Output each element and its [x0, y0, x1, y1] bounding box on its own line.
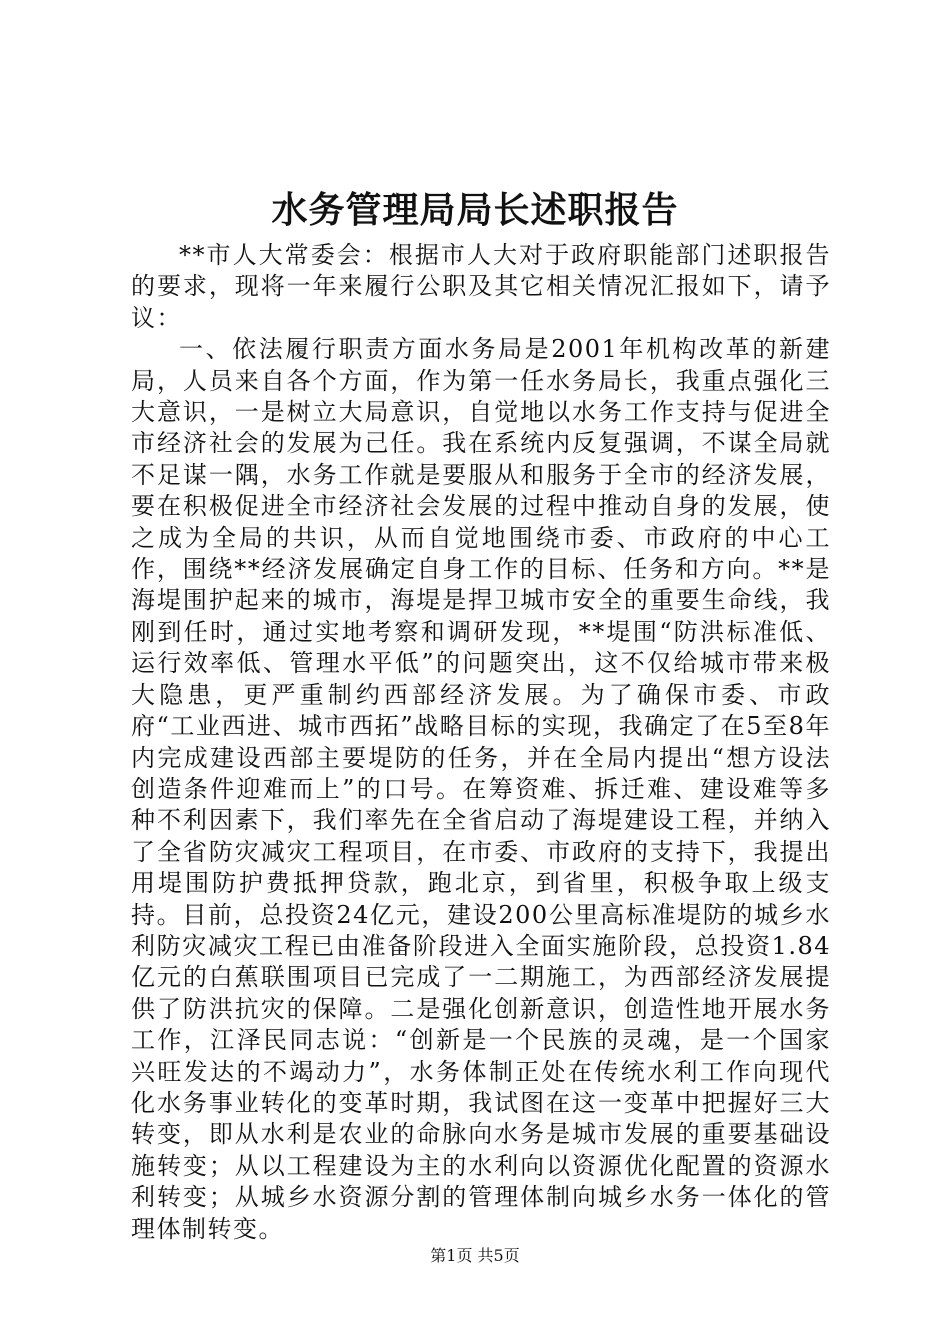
- page-number-footer: 第1页 共5页: [430, 1246, 520, 1265]
- document-body: [131, 240, 831, 1245]
- paragraph-salutation: **市人大常委会：根据市人大对于政府职能部门述职报告的要求，现将一年来履行公职及其它相关情况汇报如下，请予议：: [131, 241, 831, 332]
- document-title: 水务管理局局长述职报告: [271, 189, 679, 231]
- paragraph-duties: 一、依法履行职责方面水务局是2001年机构改革的新建局，人员来自各个方面，作为第一任水务局长，我重点强化三大意识，一是树立大局意识，自觉地以水务工作支持与促进全市经济社会的发展为己任。我在系统内反复强调，不谋全局就不足谋一隅，水务工作就是要服从和服务于全市的经济发展，要在积极促进全市经济社会发展的过程中推动自身的发展，使之成为全局的共识，从而自觉地围绕市委、市政府的中心工作，围绕**经济发展确定自身工作的目标、任务和方向。**是海堤围护起来的城市，海堤是捍卫城市安全的重要生命线，我刚到任时，通过实地考察和调研发现，**堤围“防洪标准低、运行效率低、管理水平低”的问题突出，这不仅给城市带来极大隐患，更严重制约西部经济发展。为了确保市委、市政府“工业西进、城市西拓”战略目标的实现，我确定了在5至8年内完成建设西部主要堤防的任务，并在全局内提出“想方设法创造条件迎难而上”的口号。在筹资难、拆迁难、建设难等多种不利因素下，我们率先在全省启动了海堤建设工程，并纳入了全省防灾减灾工程项目，在市委、市政府的支持下，我提出用堤围防护费抵押贷款，跑北京，到省里，积极争取上级支持。目前，总投资24亿元，建设200公里高标准堤防的城乡水利防灾减灾工程已由准备阶段进入全面实施阶段，总投资1.84亿元的白蕉联围项目已完成了一二期施工，为西部经济发展提供了防洪抗灾的保障。二是强化创新意识，创造性地开展水务工作，江泽民同志说：“创新是一个民族的灵魂，是一个国家兴旺发达的不竭动力”，水务体制正处在传统水利工作向现代化水务事业转化的变革时期，我试图在这一变革中把握好三大转变，即从水利是农业的命脉向水务是城市发展的重要基础设施转变；从以工程建设为主的水利向以资源优化配置的资源水利转变；从城乡水资源分割的管理体制向城乡水务一体化的管理体制转变。: [131, 335, 831, 1243]
